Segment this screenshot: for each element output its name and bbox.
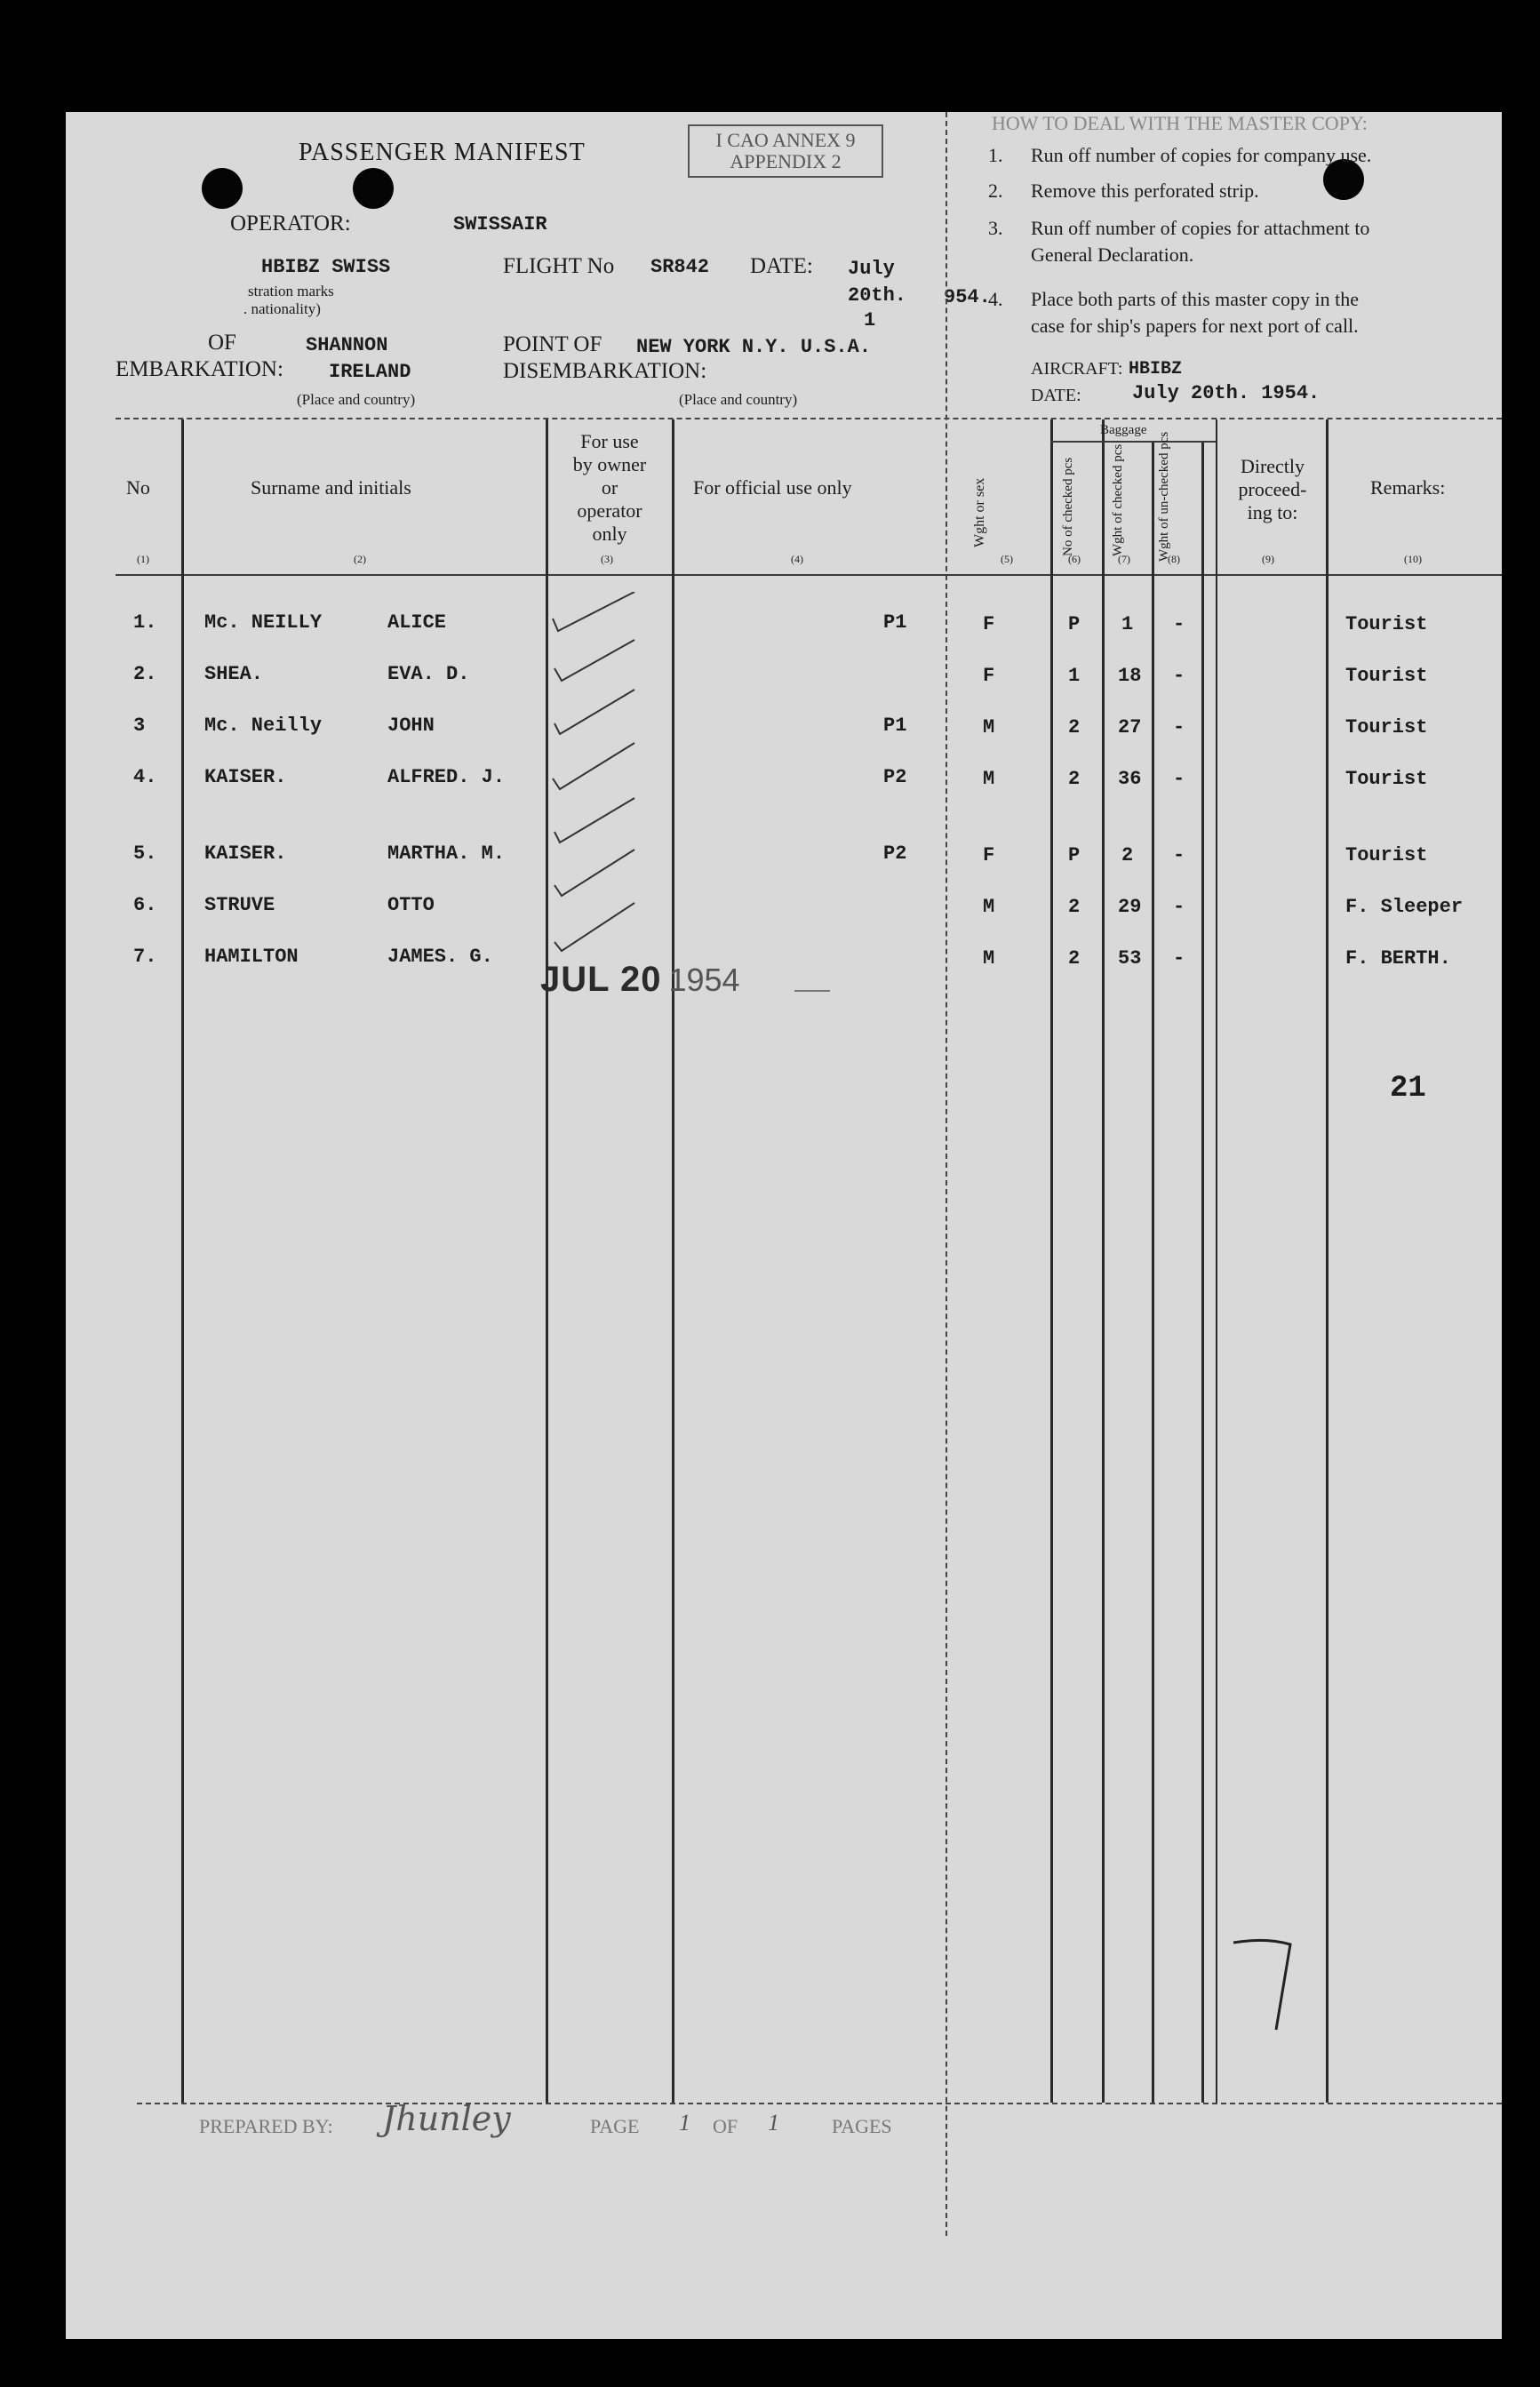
- place-country-1: (Place and country): [297, 391, 416, 408]
- row-official: P2: [883, 766, 907, 788]
- flight-value: SR842: [650, 256, 710, 278]
- col-divider: [1050, 419, 1053, 2103]
- punch-hole: [202, 168, 243, 209]
- row-pcs: P: [1068, 844, 1081, 866]
- col-directly: [1221, 455, 1324, 524]
- row-wght: 18: [1118, 665, 1142, 687]
- row-initials: EVA. D.: [387, 663, 470, 685]
- row-initials: JAMES. G.: [387, 946, 493, 968]
- check-marks: [546, 592, 706, 1090]
- of-label: OF: [713, 2115, 738, 2137]
- row-no: 2.: [133, 663, 157, 685]
- row-sex: M: [983, 716, 995, 738]
- stamp-line-1: I CAO ANNEX 9: [715, 129, 856, 151]
- col-directly-2: proceed-: [1238, 478, 1307, 500]
- instruction-2-num: 2.: [988, 180, 1003, 202]
- row-pcs: 1: [1068, 665, 1081, 687]
- col-divider: [1102, 419, 1105, 2103]
- date-value-1: July: [848, 258, 895, 280]
- date-value-2: 20th.: [848, 284, 907, 307]
- row-wght: 36: [1118, 768, 1142, 790]
- col-directly-1: Directly: [1240, 455, 1305, 477]
- page-num: 1: [679, 2110, 690, 2136]
- row-sex: F: [983, 613, 995, 635]
- col-num-4: (4): [791, 553, 803, 565]
- instruction-1-num: 1.: [988, 144, 1003, 166]
- row-remarks: Tourist: [1345, 613, 1428, 635]
- col-divider: [1216, 419, 1217, 2103]
- row-surname: KAISER.: [204, 766, 287, 788]
- row-remarks: Tourist: [1345, 844, 1428, 866]
- embark-value-1: SHANNON: [306, 334, 388, 356]
- col-no: No: [126, 476, 150, 499]
- row-sex: M: [983, 947, 995, 970]
- prepared-by-label: PREPARED BY:: [199, 2115, 333, 2137]
- row-pcs: P: [1068, 613, 1081, 635]
- icao-stamp: [688, 124, 883, 178]
- row-remarks: Tourist: [1345, 716, 1428, 738]
- row-initials: ALICE: [387, 611, 447, 634]
- col-remarks: Remarks:: [1370, 476, 1446, 499]
- row-pcs: 2: [1068, 947, 1081, 970]
- baggage-underline: [1050, 441, 1216, 443]
- row-unchecked: -: [1173, 768, 1185, 790]
- disembark-label-1: POINT OF: [503, 332, 602, 356]
- instruction-3-text-1: Run off number of copies for attachment to: [1031, 217, 1370, 239]
- row-wght: 53: [1118, 947, 1142, 970]
- row-official: P1: [883, 611, 907, 634]
- aircraft-label: AIRCRAFT:: [1031, 359, 1123, 379]
- col-num-7: (7): [1118, 553, 1130, 565]
- manifest-title: PASSENGER MANIFEST: [299, 139, 586, 166]
- row-pcs: 2: [1068, 768, 1081, 790]
- page-label: PAGE: [590, 2115, 640, 2137]
- row-pcs: 2: [1068, 716, 1081, 738]
- date-stamp: [540, 960, 740, 1000]
- row-surname: KAISER.: [204, 842, 287, 865]
- col-num-10: (10): [1404, 553, 1422, 565]
- instruction-2-text: Remove this perforated strip.: [1031, 180, 1259, 202]
- row-pcs: 2: [1068, 896, 1081, 918]
- row-no: 3: [133, 715, 146, 737]
- col-unchecked: Wght of un-checked pcs: [1157, 431, 1171, 562]
- row-initials: MARTHA. M.: [387, 842, 506, 865]
- row-initials: JOHN: [387, 715, 435, 737]
- col-num-6: (6): [1068, 553, 1081, 565]
- stamp-dash: [794, 990, 830, 992]
- row-remarks: Tourist: [1345, 665, 1428, 687]
- row-unchecked: -: [1173, 613, 1185, 635]
- embark-label-1: OF: [208, 331, 236, 355]
- row-sex: M: [983, 768, 995, 790]
- row-no: 4.: [133, 766, 157, 788]
- col-divider: [181, 419, 184, 2103]
- registration-label-1: stration marks: [248, 283, 334, 299]
- row-remarks: F. BERTH.: [1345, 947, 1451, 970]
- row-no: 1.: [133, 611, 157, 634]
- embark-label-2: EMBARKATION:: [116, 357, 283, 381]
- col-divider: [1152, 441, 1154, 2103]
- col-owner-1: For use: [580, 430, 639, 452]
- col-owner-4: operator: [577, 499, 642, 522]
- instruction-3-text-2: General Declaration.: [1031, 243, 1194, 266]
- row-surname: Mc. Neilly: [204, 715, 323, 737]
- col-checked-wght: Wght of checked pcs: [1111, 443, 1125, 556]
- row-surname: Mc. NEILLY: [204, 611, 323, 634]
- disembark-label-2: DISEMBARKATION:: [503, 359, 707, 383]
- instruction-4-text-2: case for ship's papers for next port of call.: [1031, 315, 1359, 337]
- manifest-sheet: [66, 112, 1502, 2339]
- aircraft-value: HBIBZ: [1129, 359, 1183, 379]
- row-surname: HAMILTON: [204, 946, 299, 968]
- col-num-3: (3): [601, 553, 613, 565]
- col-owner-5: only: [592, 523, 627, 545]
- date-label: DATE:: [750, 254, 813, 278]
- registration-label-2: . nationality): [243, 300, 321, 317]
- row-surname: STRUVE: [204, 894, 275, 916]
- row-unchecked: -: [1173, 844, 1185, 866]
- col-num-8: (8): [1168, 553, 1180, 565]
- row-wght: 2: [1121, 844, 1134, 866]
- signature: Jhunley: [382, 2099, 511, 2138]
- col-owner-2: by owner: [572, 453, 647, 475]
- date-value-4: 954.: [944, 286, 991, 308]
- date-stamp-year: 1954: [668, 962, 740, 998]
- disembark-value: NEW YORK N.Y. U.S.A.: [636, 336, 872, 358]
- table-top-border: [116, 418, 1502, 419]
- col-name: Surname and initials: [251, 476, 411, 499]
- col-num-1: (1): [137, 553, 149, 565]
- col-num-2: (2): [354, 553, 366, 565]
- row-surname: SHEA.: [204, 663, 264, 685]
- flight-label: FLIGHT No: [503, 254, 615, 278]
- table-bottom-border: [137, 2103, 1502, 2104]
- instruction-3-num: 3.: [988, 217, 1003, 239]
- instruction-4-num: 4.: [988, 288, 1003, 310]
- col-divider: [1326, 419, 1329, 2103]
- col-num-5: (5): [1001, 553, 1013, 565]
- date-value-3: 1: [864, 309, 876, 331]
- col-baggage: Baggage: [1100, 423, 1147, 437]
- row-no: 7.: [133, 946, 157, 968]
- row-official: P1: [883, 715, 907, 737]
- row-remarks: Tourist: [1345, 768, 1428, 790]
- embark-value-2: IRELAND: [329, 361, 411, 383]
- registration-value: HBIBZ SWISS: [261, 256, 391, 278]
- pencil-mark: [1230, 1937, 1301, 2035]
- col-divider: [1201, 441, 1204, 2103]
- instruction-1-text: Run off number of copies for company use.: [1031, 144, 1372, 166]
- row-unchecked: -: [1173, 716, 1185, 738]
- punch-hole: [353, 168, 394, 209]
- row-initials: ALFRED. J.: [387, 766, 506, 788]
- row-wght: 1: [1121, 613, 1134, 635]
- row-unchecked: -: [1173, 665, 1185, 687]
- instruction-4-text-1: Place both parts of this master copy in the: [1031, 288, 1360, 310]
- perforation-line: [946, 112, 947, 2236]
- operator-value: SWISSAIR: [453, 213, 547, 236]
- place-country-2: (Place and country): [679, 391, 798, 408]
- row-unchecked: -: [1173, 947, 1185, 970]
- row-wght: 29: [1118, 896, 1142, 918]
- row-remarks: F. Sleeper: [1345, 896, 1464, 918]
- total-count: 21: [1390, 1072, 1426, 1106]
- row-no: 6.: [133, 894, 157, 916]
- col-directly-3: ing to:: [1247, 501, 1298, 523]
- row-official: P2: [883, 842, 907, 865]
- col-num-9: (9): [1262, 553, 1274, 565]
- row-sex: M: [983, 896, 995, 918]
- header-bottom-border: [116, 574, 1502, 576]
- row-sex: F: [983, 844, 995, 866]
- row-unchecked: -: [1173, 896, 1185, 918]
- date-stamp-day: JUL 20: [540, 960, 662, 999]
- row-sex: F: [983, 665, 995, 687]
- instructions-date-label: DATE:: [1031, 386, 1081, 405]
- pages-label: PAGES: [832, 2115, 892, 2137]
- instructions-heading: HOW TO DEAL WITH THE MASTER COPY:: [992, 112, 1368, 134]
- of-num: 1: [768, 2110, 779, 2136]
- row-wght: 27: [1118, 716, 1142, 738]
- col-sex: Wght or sex: [972, 477, 987, 547]
- stamp-line-2: APPENDIX 2: [730, 150, 842, 172]
- operator-label: OPERATOR:: [230, 212, 351, 236]
- row-no: 5.: [133, 842, 157, 865]
- col-checked-pcs: No of checked pcs: [1061, 457, 1075, 556]
- col-official: For official use only: [693, 476, 852, 499]
- instructions-date-value: July 20th. 1954.: [1132, 382, 1321, 404]
- col-owner: [550, 430, 669, 546]
- row-initials: OTTO: [387, 894, 435, 916]
- col-owner-3: or: [601, 476, 618, 499]
